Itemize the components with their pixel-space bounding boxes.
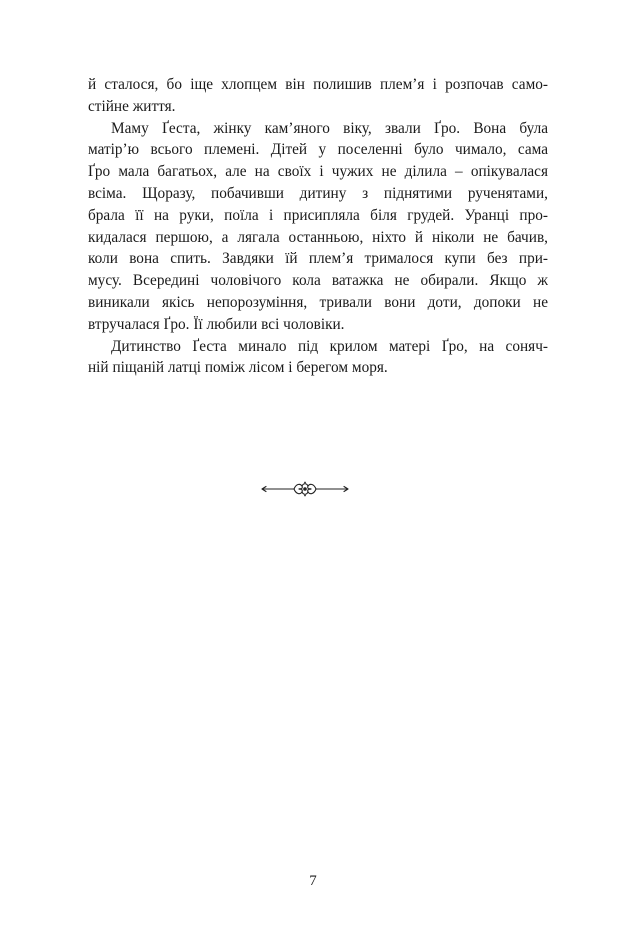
paragraph [88,74,548,118]
text-line: Ґро мала багатьох, але на своїх і чужих не ділила – опікувалася [88,163,548,181]
vignette-ornament-icon [258,478,352,500]
text-line: втручалася Ґро. Її любили всі чоловіки. [88,315,345,333]
text-line: мусу. Всередині чоловічого кола ватажка не обирали. Якщо ж [88,272,548,290]
text-line: матір’ю всього племені. Дітей у поселенні було чимало, сама [88,141,548,159]
paragraph [88,118,548,336]
body-text [88,74,548,379]
text-line: ній піщаній латці поміж лісом і берегом моря. [88,359,388,377]
page-number: 7 [309,873,317,889]
text-line: всіма. Щоразу, побачивши дитину з піднятими рученятами, [88,184,548,202]
text-line: Дитинство Ґеста минало під крилом матері Ґро, на соняч- [111,337,548,355]
text-line: виникали якісь непорозуміння, тривали вони доти, допоки не [88,293,548,311]
text-line: коли вона спить. Завдяки їй плем’я трималося купи без при- [88,250,548,268]
text-line: Маму Ґеста, жінку кам’яного віку, звали Ґро. Вона була [111,119,548,137]
text-line: кидалася першою, а лягала останньою, ніхто й ніколи не бачив, [88,228,548,246]
text-line: й сталося, бо іще хлопцем він полишив плем’я і розпочав само- [88,76,548,93]
paragraph [88,336,548,380]
text-line: стійне життя. [88,97,176,115]
text-line: брала її на руки, поїла і присипляла біля грудей. Уранці про- [88,206,548,224]
